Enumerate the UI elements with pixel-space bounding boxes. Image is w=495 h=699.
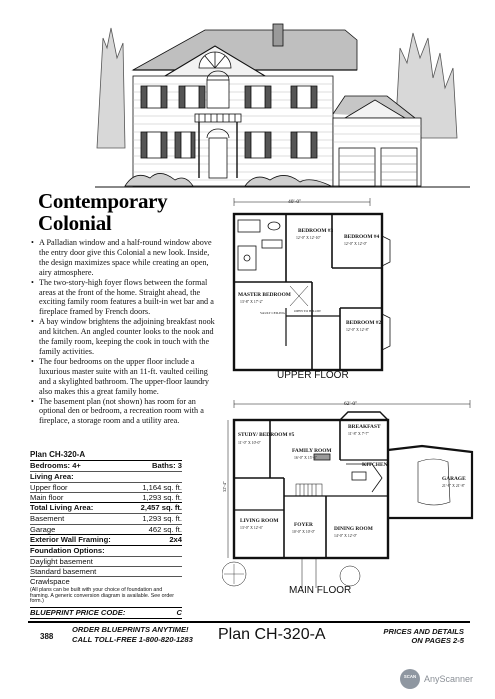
spec-value: C	[176, 608, 182, 618]
spec-label: Crawlspace	[30, 577, 70, 587]
spec-value: 462 sq. ft.	[148, 524, 182, 534]
room-dim-family-room: 16'-0" X 15'-6"	[294, 456, 318, 460]
room-dim-living-room: 13'-0" X 12'-6"	[240, 526, 264, 530]
spec-label: Daylight basement	[30, 556, 93, 566]
spec-label: Main floor	[30, 493, 64, 502]
room-note-open-to-below: OPEN TO BELOW	[294, 309, 321, 313]
spec-row-total-living	[30, 502, 182, 513]
spec-value: 1,293 sq. ft.	[142, 514, 182, 524]
spec-label: Total Living Area:	[30, 503, 94, 513]
spec-row-exterior-wall	[30, 534, 182, 545]
scan-logo-icon: SCAN	[400, 669, 420, 689]
tree-left	[97, 28, 125, 148]
room-label-kitchen: KITCHEN	[362, 462, 388, 468]
upper-floor-label: UPPER FLOOR	[277, 370, 349, 381]
spec-living-area-label: Living Area:	[30, 471, 74, 481]
spec-row-basement	[30, 513, 182, 523]
feature-bullet: • The two-story-high foyer flows between the formal areas at the front of the home. Straight ahead, the exciting family room features a built-in wet bar and a fireplace framed by French doors.	[30, 278, 220, 318]
plan-specs-table	[30, 450, 182, 619]
spec-bedrooms: Bedrooms: 4+	[30, 461, 81, 470]
spec-row-garage	[30, 524, 182, 534]
main-floor-plan	[222, 398, 482, 594]
order-line-1: ORDER BLUEPRINTS ANYTIME!	[72, 625, 189, 634]
spec-label: Garage	[30, 524, 56, 534]
spec-value: 1,164 sq. ft.	[142, 482, 182, 492]
room-dim-bedroom-4: 12'-0" X 12'-0"	[344, 242, 368, 246]
prices-line-1: PRICES AND DETAILS	[383, 627, 464, 636]
spec-label: Upper floor	[30, 482, 68, 492]
spec-baths: Baths: 3	[152, 461, 182, 470]
room-dim-bedroom-2: 12'-0" X 12'-8"	[346, 328, 370, 332]
feature-bullet: • A bay window brightens the adjoining breakfast nook and kitchen. An angled counter looks to the nook and the family room, keeping the cook in touch with the family activities.	[30, 317, 220, 357]
room-label-garage: GARAGE	[442, 476, 466, 482]
spec-value: 2,457 sq. ft.	[140, 503, 182, 513]
spec-foundation-header	[30, 545, 182, 556]
title-line-2: Colonial	[38, 211, 112, 235]
spec-plan-number: Plan CH-320-A	[30, 450, 86, 459]
prices-details-note	[372, 627, 464, 645]
room-dim-foyer: 10'-0" X 10'-0"	[292, 530, 316, 534]
spec-value: 2x4	[169, 535, 182, 545]
spec-foundation-option	[30, 576, 182, 586]
footer-rule	[28, 621, 470, 623]
room-label-dining-room: DINING ROOM	[334, 526, 373, 532]
room-dim-bedroom-3: 12'-0" X 12'-10"	[296, 236, 321, 240]
spec-foundation-note: (All plans can be built with your choice of foundation and framing. A generic conversion diagram is available. See order form.)	[30, 586, 174, 605]
main-floor-label: MAIN FLOOR	[289, 585, 352, 596]
room-dim-garage: 21'-8" X 21'-8"	[442, 484, 466, 488]
spec-label: Standard basement	[30, 567, 97, 577]
room-label-bedroom-4: BEDROOM #4	[344, 234, 380, 240]
room-label-study-bedroom-5: STUDY/ BEDROOM #5	[238, 432, 295, 438]
page-number: 388	[40, 632, 54, 641]
room-label-breakfast: BREAKFAST	[348, 424, 381, 430]
room-label-master-bedroom: MASTER BEDROOM	[238, 292, 291, 298]
spec-row-main-floor	[30, 492, 182, 502]
house-elevation-illustration	[95, 18, 470, 190]
spec-label: Exterior Wall Framing:	[30, 535, 111, 545]
order-phone-line: CALL TOLL-FREE 1-800-820-1283	[72, 635, 193, 644]
spec-label: BLUEPRINT PRICE CODE:	[30, 608, 126, 618]
prices-line-2: ON PAGES 2-5	[411, 636, 464, 645]
spec-living-area-header	[30, 471, 182, 482]
spec-foundation-option	[30, 566, 182, 576]
spec-value: 1,293 sq. ft.	[142, 493, 182, 502]
feature-bullet: • A Palladian window and a half-round window above the entry door give this Colonial a new look. Inside, the design maximizes space while creating an open, airy atmosphere.	[30, 238, 220, 278]
room-dim-study-bedroom-5: 11'-0" X 10'-0"	[238, 441, 261, 445]
room-label-bedroom-2: BEDROOM #2	[346, 320, 382, 326]
room-note-vault-ceiling: VAULT CEILING	[260, 311, 286, 315]
plan-number-footer: Plan CH-320-A	[218, 626, 326, 643]
room-dim-master-bedroom: 13'-8" X 17'-2"	[240, 300, 264, 304]
spec-label: Foundation Options:	[30, 545, 105, 555]
upper-floor-plan	[222, 196, 482, 386]
spec-foundation-option	[30, 556, 182, 566]
main-depth-dim: 32'-4"	[222, 481, 227, 492]
room-label-living-room: LIVING ROOM	[240, 518, 279, 524]
scanner-brand-text: AnyScanner	[424, 674, 474, 684]
upper-width-dim: 40'-0"	[288, 199, 302, 205]
room-label-family-room: FAMILY ROOM	[292, 448, 332, 454]
spec-label: Basement	[30, 514, 65, 524]
spec-bedrooms-baths-row	[30, 460, 182, 471]
order-callout	[72, 625, 193, 645]
main-width-dim: 62'-0"	[344, 401, 358, 407]
room-label-foyer: FOYER	[294, 522, 313, 528]
scanner-watermark	[400, 667, 492, 691]
spec-blueprint-price-row	[30, 607, 182, 619]
page-title	[38, 190, 167, 234]
room-dim-dining-room: 14'-0" X 12'-0"	[334, 534, 358, 538]
feature-bullet: • The basement plan (not shown) has room for an optional den or bedroom, a recreation room with a fireplace, a storage room and a utility area.	[30, 397, 220, 427]
title-line-1: Contemporary	[38, 189, 168, 213]
room-label-bedroom-3: BEDROOM #3	[298, 228, 334, 234]
spec-row-upper-floor	[30, 482, 182, 492]
feature-description-list	[30, 238, 220, 426]
room-dim-breakfast: 11'-8" X 7'-7"	[348, 432, 369, 436]
feature-bullet: • The four bedrooms on the upper floor include a luxurious master suite with an 11-ft. vaulted ceiling and a skylighted bathroom. The upper-floor laundry also makes this a great family home.	[30, 357, 220, 397]
